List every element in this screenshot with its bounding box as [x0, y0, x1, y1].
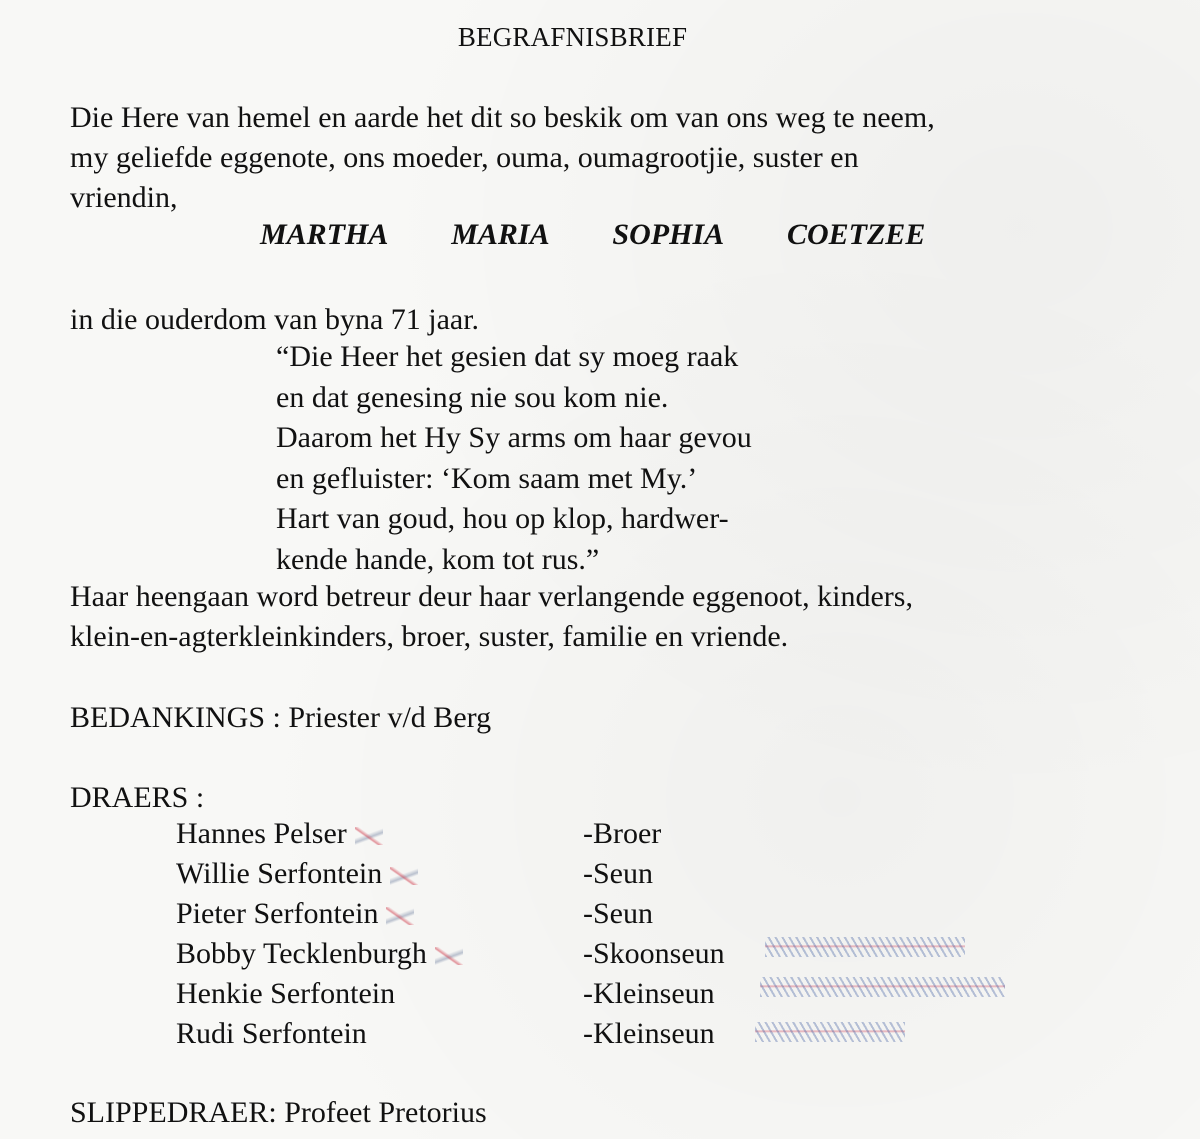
bearer-name: Rudi Serfontein: [176, 1017, 367, 1050]
poem-line-3: Daarom het Hy Sy arms om haar gevou: [276, 421, 752, 454]
bearers-heading: DRAERS :: [70, 781, 205, 814]
thanks-line: BEDANKINGS : Priester v/d Berg: [70, 701, 492, 734]
poem: [276, 340, 752, 583]
bearer-relation: -Seun: [583, 857, 653, 890]
poem-line-6: kende hande, kom tot rus.”: [276, 542, 600, 576]
bearer-name: Pieter Serfontein: [176, 897, 379, 930]
intro-line-2: my geliefde eggenote, ons moeder, ouma, oumagrootjie, suster en: [70, 141, 859, 174]
mourners-line-1: Haar heengaan word betreur deur haar verlangende eggenoot, kinders,: [70, 580, 913, 613]
mourners-line-2: klein-en-agterkleinkinders, broer, suster, familie en vriende.: [70, 620, 789, 653]
document-title: BEGRAFNISBRIEF: [457, 22, 688, 52]
bearer-name: Hannes Pelser: [176, 817, 347, 850]
handwritten-signature-icon: [760, 977, 1005, 997]
age-line: in die ouderdom van byna 71 jaar.: [70, 303, 480, 336]
handwritten-signature-icon: [755, 1022, 905, 1042]
bearer-relation: -Skoonseun: [583, 937, 725, 970]
bearer-relation: -Seun: [583, 897, 653, 930]
deceased-name: MARTHA MARIA SOPHIA COETZEE: [260, 218, 926, 251]
bearer-relation: -Kleinseun: [583, 1017, 715, 1050]
pall-bearer-line: SLIPPEDRAER: Profeet Pretorius: [70, 1096, 487, 1129]
handwritten-mark-icon: [390, 867, 418, 885]
handwritten-mark-icon: [435, 947, 463, 965]
intro-line-1: Die Here van hemel en aarde het dit so beskik om van ons weg te neem,: [70, 101, 935, 134]
bearer-relation: -Broer: [583, 817, 662, 850]
poem-line-5: Hart van goud, hou op klop, hardwer-: [276, 502, 729, 535]
poem-line-1: “Die Heer het gesien dat sy moeg raak: [276, 340, 739, 373]
intro-line-3: vriendin,: [70, 181, 178, 214]
bearer-name: Henkie Serfontein: [176, 977, 396, 1010]
handwritten-mark-icon: [355, 827, 383, 845]
bearer-name: Willie Serfontein: [176, 857, 383, 890]
poem-line-2: en dat genesing nie sou kom nie.: [276, 380, 669, 414]
bearer-relation: -Kleinseun: [583, 977, 715, 1010]
bearer-name: Bobby Tecklenburgh: [176, 937, 427, 970]
handwritten-signature-icon: [765, 937, 965, 957]
poem-line-4: en gefluister: ‘Kom saam met My.’: [276, 461, 698, 495]
handwritten-mark-icon: [386, 907, 414, 925]
